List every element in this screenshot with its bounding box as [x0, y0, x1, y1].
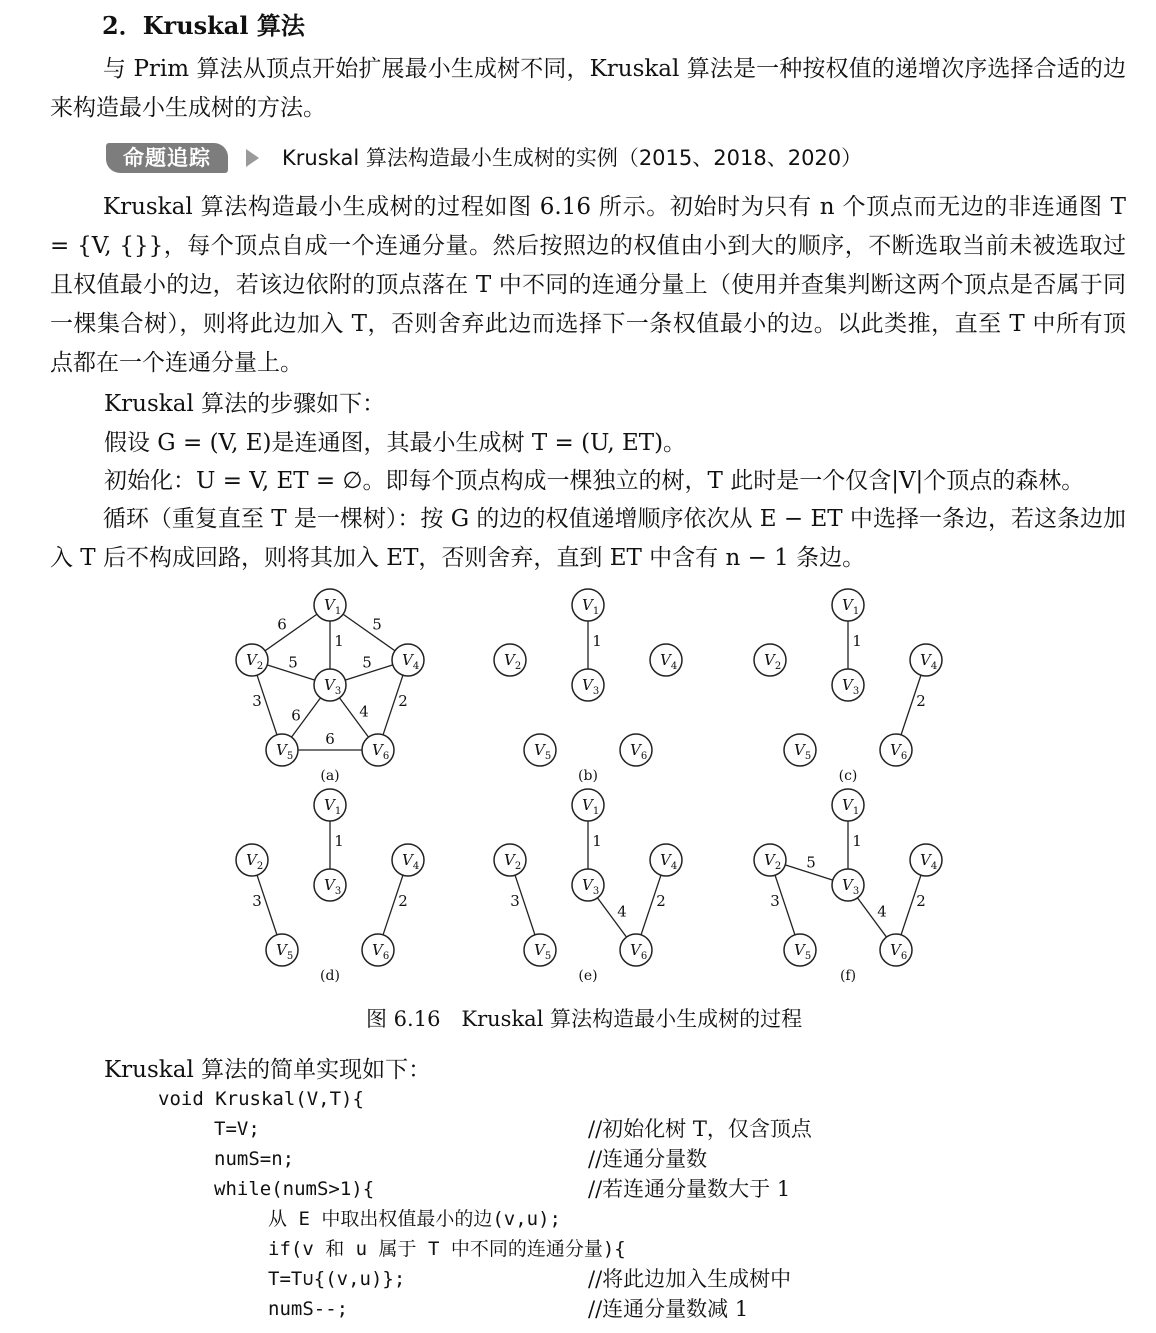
edge-weight-label: 3: [510, 892, 520, 910]
vertex-label: $V_5$: [276, 941, 294, 962]
panel-label: (f): [839, 968, 857, 984]
code-line: numS--;: [268, 1298, 349, 1320]
edge-weight-label: 6: [291, 706, 301, 725]
code-comment: //初始化树 T，仅含顶点: [588, 1117, 812, 1141]
vertex-label: $V_6$: [372, 941, 390, 962]
vertex-label: $V_4$: [660, 851, 678, 872]
vertex-label: $V_1$: [324, 596, 342, 617]
edge-weight-label: 2: [398, 692, 408, 710]
edge-weight-label: 2: [916, 892, 926, 910]
vertex-label: $V_5$: [276, 741, 294, 762]
edge-weight-label: 1: [334, 832, 344, 850]
loop-paragraph: 循环（重复直至 T 是一棵树）：按 G 的边的权值递增顺序依次从 E − ET 中选择一条边，若这条边加入 T 后不构成回路，则将其加入 ET，否则舍弃，直到 ET 中含有 n − 1 条边。: [50, 506, 1126, 571]
code-line: T=V;: [214, 1118, 260, 1140]
edge-weight-label: 2: [656, 892, 666, 910]
code-comment: //若连通分量数大于 1: [588, 1177, 791, 1201]
panel-label: (b): [578, 768, 598, 784]
figure-caption: 图 6.16 Kruskal 算法构造最小生成树的过程: [366, 1007, 803, 1031]
edge-weight-label: 1: [592, 632, 602, 650]
code-comment: //连通分量数减 1: [588, 1297, 749, 1321]
steps-intro: Kruskal 算法的步骤如下：: [104, 391, 386, 417]
edge-weight-label: 2: [398, 892, 408, 910]
vertex-label: $V_6$: [890, 941, 908, 962]
vertex-label: $V_5$: [534, 941, 552, 962]
edge-weight-label: 4: [877, 902, 887, 921]
code-line: 从 E 中取出权值最小的边(v,u);: [268, 1208, 561, 1230]
code-line: T=T∪{(v,u)};: [268, 1268, 406, 1290]
vertex-label: $V_6$: [630, 941, 648, 962]
vertex-label: $V_3$: [324, 676, 342, 697]
vertex-label: $V_1$: [582, 596, 600, 617]
edge-weight-label: 6: [277, 615, 287, 634]
vertex-label: $V_3$: [324, 876, 342, 897]
edge-weight-label: 1: [852, 832, 862, 850]
edge-weight-label: 1: [852, 632, 862, 650]
play-arrow-icon: [246, 149, 259, 167]
vertex-label: $V_1$: [842, 796, 860, 817]
assume-line: 假设 G = (V, E)是连通图，其最小生成树 T = (U, ET)。: [104, 430, 687, 456]
code-comment: //连通分量数: [588, 1147, 708, 1171]
vertex-label: $V_2$: [504, 851, 522, 872]
vertex-label: $V_6$: [372, 741, 390, 762]
vertex-label: $V_4$: [660, 651, 678, 672]
code-line: void Kruskal(V,T){: [158, 1088, 364, 1110]
vertex-label: $V_5$: [794, 941, 812, 962]
edge-weight-label: 3: [252, 692, 262, 710]
vertex-label: $V_1$: [324, 796, 342, 817]
edge-weight-label: 5: [362, 653, 372, 672]
vertex-label: $V_3$: [842, 876, 860, 897]
vertex-label: $V_5$: [534, 741, 552, 762]
exam-trace-badge: 命题追踪: [106, 143, 228, 173]
section-heading: 2．Kruskal 算法: [102, 11, 305, 40]
vertex-label: $V_3$: [582, 676, 600, 697]
edge-weight-label: 4: [359, 702, 369, 721]
panel-label: (d): [320, 968, 340, 984]
edge-weight-label: 1: [334, 632, 344, 650]
edge-weight-label: 1: [592, 832, 602, 850]
code-line: numS=n;: [214, 1148, 295, 1170]
vertex-label: $V_2$: [246, 851, 264, 872]
vertex-label: $V_3$: [842, 676, 860, 697]
edge-weight-label: 5: [372, 615, 382, 634]
vertex-label: $V_4$: [402, 651, 420, 672]
vertex-label: $V_6$: [890, 741, 908, 762]
edge-weight-label: 2: [916, 692, 926, 710]
process-paragraph: Kruskal 算法构造最小生成树的过程如图 6.16 所示。初始时为只有 n 个顶点而无边的非连通图 T = {V, {}}，每个顶点自成一个连通分量。然后按照边的权值由小到大的顺序，不断选取当前未被选取过且权值最小的边，若该边依附的顶点落在 T 中不同的连通分量上（使用并查集判断这两个顶点是否属于同一棵集合树），则将此边加入 T，否则舍弃此边而选择下一条权值最小的边。以此类推，直至 T 中所有顶点都在一个连通分量上。: [50, 194, 1126, 376]
vertex-label: $V_1$: [842, 596, 860, 617]
exam-trace-text: Kruskal 算法构造最小生成树的实例（2015、2018、2020）: [282, 146, 863, 170]
edge-weight-label: 6: [325, 730, 335, 748]
vertex-label: $V_5$: [794, 741, 812, 762]
vertex-label: $V_2$: [764, 851, 782, 872]
vertex-label: $V_3$: [582, 876, 600, 897]
edge-weight-label: 5: [806, 853, 816, 872]
vertex-label: $V_4$: [920, 851, 938, 872]
vertex-label: $V_2$: [764, 651, 782, 672]
panel-label: (c): [838, 768, 858, 784]
code-line: while(numS>1){: [214, 1178, 375, 1200]
intro-paragraph: 与 Prim 算法从顶点开始扩展最小生成树不同，Kruskal 算法是一种按权值的递增次序选择合适的边来构造最小生成树的方法。: [50, 56, 1126, 121]
edge-weight-label: 4: [617, 902, 627, 921]
code-comment: //将此边加入生成树中: [588, 1267, 792, 1291]
edge-weight-label: 3: [770, 892, 780, 910]
init-line: 初始化：U = V, ET = ∅。即每个顶点构成一棵独立的树，T 此时是一个仅含|V|个顶点的森林。: [104, 468, 1085, 494]
vertex-label: $V_4$: [402, 851, 420, 872]
vertex-label: $V_1$: [582, 796, 600, 817]
vertex-label: $V_2$: [246, 651, 264, 672]
edge-weight-label: 5: [288, 653, 298, 672]
edge-weight-label: 3: [252, 892, 262, 910]
impl-intro: Kruskal 算法的简单实现如下：: [104, 1057, 432, 1083]
kruskal-figure: [0, 580, 1156, 1000]
vertex-label: $V_2$: [504, 651, 522, 672]
panel-label: (e): [578, 968, 598, 984]
code-line: if(v 和 u 属于 T 中不同的连通分量){: [268, 1238, 626, 1260]
vertex-label: $V_4$: [920, 651, 938, 672]
vertex-label: $V_6$: [630, 741, 648, 762]
panel-label: (a): [320, 768, 340, 784]
